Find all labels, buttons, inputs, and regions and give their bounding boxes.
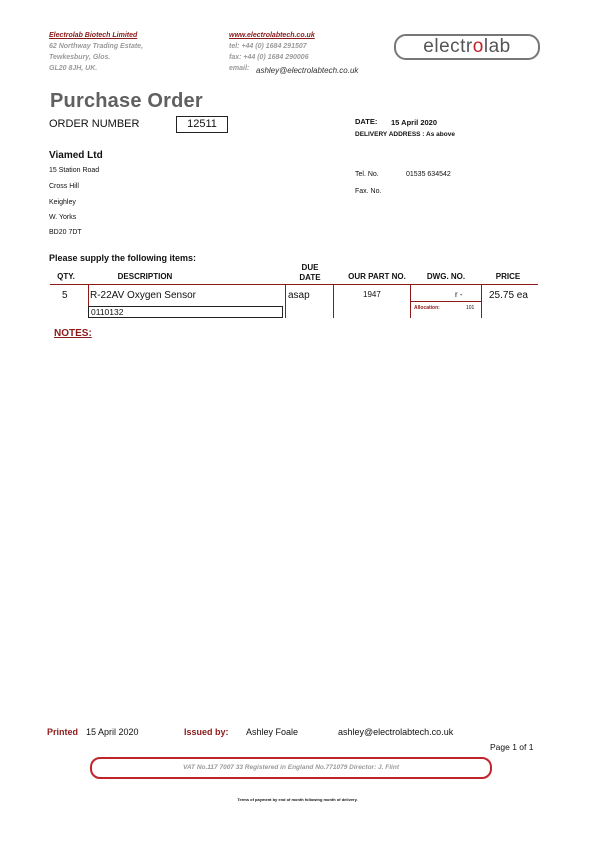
row-part-no: 1947	[363, 290, 381, 299]
company-address-line-1: 62 Northway Trading Estate,	[49, 43, 144, 50]
table-header-rule	[50, 284, 538, 285]
row-description: R-22AV Oxygen Sensor	[90, 290, 196, 301]
delivery-address-label: DELIVERY ADDRESS : As above	[355, 131, 455, 138]
supplier-address-line-2: Cross Hill	[49, 183, 79, 190]
company-fax: fax: +44 (0) 1684 290006	[229, 54, 309, 61]
supplier-name: Viamed Ltd	[49, 150, 103, 161]
row-price: 25.75 ea	[489, 290, 528, 301]
registration-bar: VAT No.117 7007 33 Registered in England No.771079 Director: J. Flint	[90, 757, 492, 779]
company-tel: tel: +44 (0) 1684 291507	[229, 43, 307, 50]
header-price: PRICE	[495, 272, 521, 281]
row-code-box: 0110132	[88, 306, 283, 318]
header-qty: QTY.	[57, 272, 75, 281]
issued-by-email[interactable]: ashley@electrolabtech.co.uk	[338, 727, 454, 737]
logo-text-o: o	[472, 36, 484, 57]
table-divider	[285, 285, 286, 318]
company-address-line-2: Tewkesbury, Glos.	[49, 54, 111, 61]
table-divider	[481, 285, 482, 318]
company-website[interactable]: www.electrolabtech.co.uk	[229, 32, 315, 39]
supplier-tel: 01535 634542	[406, 171, 451, 178]
table-divider	[333, 285, 334, 318]
row-dwg-no: r -	[455, 290, 463, 299]
date-label: DATE:	[355, 117, 378, 126]
header-description: DESCRIPTION	[117, 272, 173, 281]
order-number-box: 12511	[176, 116, 228, 133]
supplier-address-line-3: Keighley	[49, 199, 76, 206]
company-address-line-3: GL20 8JH, UK.	[49, 65, 98, 72]
supplier-address-line-5: BD20 7DT	[49, 229, 82, 236]
issued-by-name: Ashley Foale	[246, 727, 299, 737]
company-email[interactable]: ashley@electrolabtech.co.uk	[256, 66, 359, 75]
page-number: Page 1 of 1	[490, 742, 534, 752]
items-intro: Please supply the following items:	[49, 253, 197, 263]
electrolab-logo	[394, 34, 540, 60]
row-allocation: 101	[466, 305, 475, 311]
printed-date: 15 April 2020	[86, 727, 139, 737]
row-allocation-label: Allocation:	[414, 305, 440, 311]
supplier-address-line-1: 15 Station Road	[49, 167, 100, 174]
row-due: asap	[288, 290, 310, 301]
header-part-no: OUR PART NO.	[348, 272, 406, 281]
notes-label: NOTES:	[54, 328, 92, 339]
header-dwg-no: DWG. NO.	[426, 272, 466, 281]
logo-text-part-1: electr	[423, 36, 473, 57]
supplier-address-line-4: W. Yorks	[49, 214, 77, 221]
logo-text-part-2: lab	[483, 36, 511, 57]
company-email-label: email:	[229, 65, 250, 72]
order-date: 15 April 2020	[391, 118, 437, 127]
printed-label: Printed	[47, 727, 79, 737]
row-qty: 5	[62, 290, 68, 301]
supplier-tel-label: Tel. No.	[355, 171, 379, 178]
allocation-rule	[410, 301, 481, 302]
header-due-2: DATE	[299, 273, 321, 282]
supplier-fax-label: Fax. No.	[355, 188, 382, 195]
issued-by-label: Issued by:	[184, 727, 229, 737]
document-title: Purchase Order	[50, 90, 203, 112]
fineprint: Terms of payment by end of month following month of delivery.	[237, 797, 358, 802]
order-number-label: ORDER NUMBER	[49, 118, 140, 130]
company-name: Electrolab Biotech Limited	[49, 32, 138, 39]
header-due-1: DUE	[301, 263, 319, 272]
